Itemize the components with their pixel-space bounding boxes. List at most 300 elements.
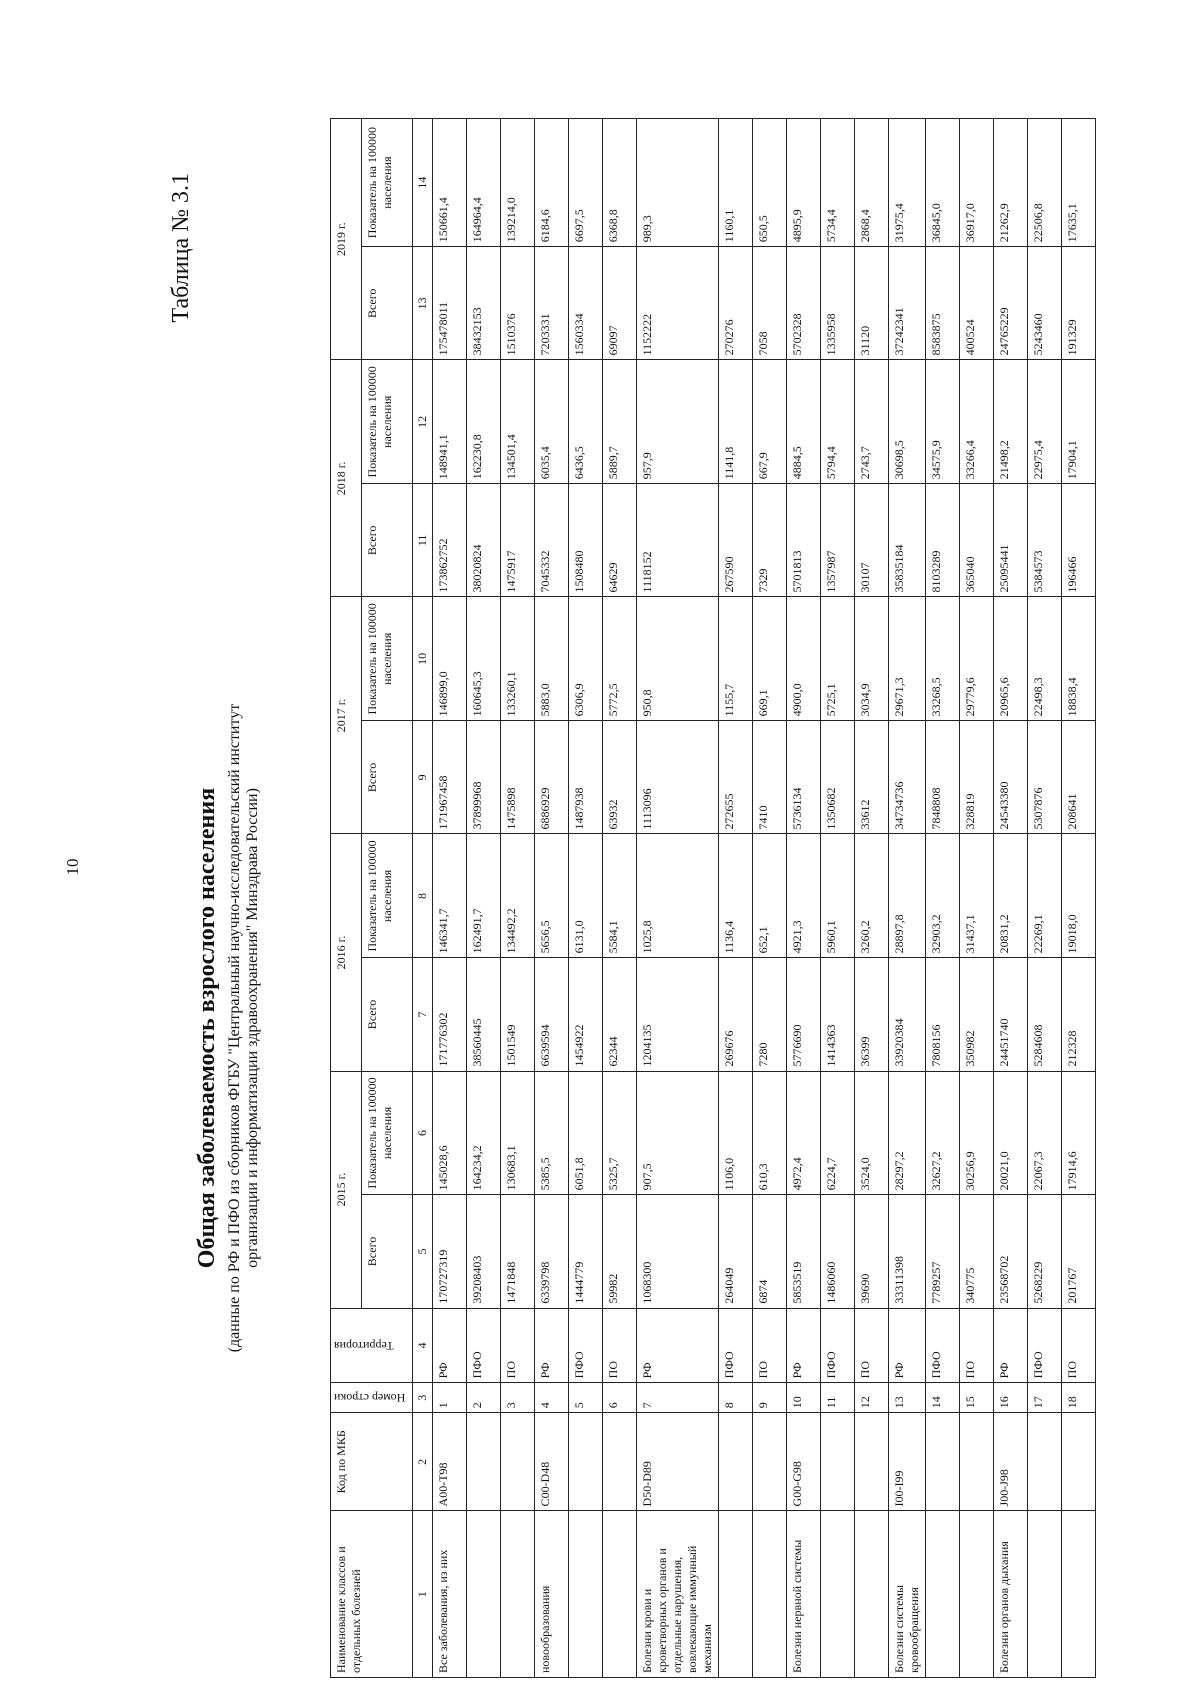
row-number-cell: 6 xyxy=(603,1383,637,1413)
total-cell: 1444779 xyxy=(569,1195,603,1308)
icd-code-cell xyxy=(855,1413,889,1511)
total-cell: 7058 xyxy=(753,247,787,360)
morbidity-table xyxy=(330,118,1096,1678)
territory-cell: РФ xyxy=(535,1308,569,1383)
icd-code-cell: A00-T98 xyxy=(433,1413,467,1511)
total-cell: 38560445 xyxy=(467,958,501,1071)
territory-cell: ПФО xyxy=(569,1308,603,1383)
total-cell: 196466 xyxy=(1062,484,1096,597)
territory-cell: ПФО xyxy=(821,1308,855,1383)
total-cell: 340775 xyxy=(960,1195,994,1308)
total-cell: 1068300 xyxy=(637,1195,719,1308)
territory-cell: ПО xyxy=(753,1308,787,1383)
total-cell: 5701813 xyxy=(787,484,821,597)
rate-cell: 146899,0 xyxy=(433,597,467,721)
subtitle-line: (данные по РФ и ПФО из сборников ФГБУ "Центральный научно-исследовательский институт xyxy=(226,703,243,1353)
icd-code-cell xyxy=(719,1413,753,1511)
territory-cell: ПФО xyxy=(926,1308,960,1383)
rate-cell: 669,1 xyxy=(753,597,787,721)
rate-cell: 33266,4 xyxy=(960,360,994,484)
rate-cell: 28297,2 xyxy=(889,1071,926,1195)
header-code: Код по МКБ xyxy=(331,1413,413,1511)
rate-cell: 32903,2 xyxy=(926,834,960,958)
rate-cell: 31975,4 xyxy=(889,119,926,247)
rate-cell: 146341,7 xyxy=(433,834,467,958)
territory-cell: ПО xyxy=(1062,1308,1096,1383)
column-number: 12 xyxy=(413,360,433,484)
total-cell: 39690 xyxy=(855,1195,889,1308)
header-territory: Территория xyxy=(331,1308,413,1383)
header-year: 2017 г. xyxy=(331,597,362,834)
icd-code-cell xyxy=(603,1413,637,1511)
disease-name-cell: Болезни органов дыхания xyxy=(994,1511,1028,1678)
rate-cell: 22067,3 xyxy=(1028,1071,1062,1195)
rate-cell: 18838,4 xyxy=(1062,597,1096,721)
total-cell: 1486060 xyxy=(821,1195,855,1308)
table-row xyxy=(719,119,753,1678)
row-number-cell: 12 xyxy=(855,1383,889,1413)
total-cell: 212328 xyxy=(1062,958,1096,1071)
total-cell: 1357987 xyxy=(821,484,855,597)
icd-code-cell: D50-D89 xyxy=(637,1413,719,1511)
total-cell: 5736134 xyxy=(787,721,821,834)
total-cell: 34734736 xyxy=(889,721,926,834)
rate-cell: 6306,9 xyxy=(569,597,603,721)
rate-cell: 5325,7 xyxy=(603,1071,637,1195)
rate-cell: 1141,8 xyxy=(719,360,753,484)
rate-cell: 20831,2 xyxy=(994,834,1028,958)
row-number-cell: 13 xyxy=(889,1383,926,1413)
table-row xyxy=(960,119,994,1678)
territory-cell: РФ xyxy=(787,1308,821,1383)
disease-name-cell: Все заболевания, из них xyxy=(433,1511,467,1678)
row-number-cell: 9 xyxy=(753,1383,787,1413)
rate-cell: 6051,8 xyxy=(569,1071,603,1195)
total-cell: 1510376 xyxy=(501,247,535,360)
total-cell: 25095441 xyxy=(994,484,1028,597)
disease-name-cell xyxy=(501,1511,535,1678)
icd-code-cell xyxy=(1028,1413,1062,1511)
total-cell: 1414363 xyxy=(821,958,855,1071)
total-cell: 39208403 xyxy=(467,1195,501,1308)
total-cell: 5384573 xyxy=(1028,484,1062,597)
row-number-cell: 14 xyxy=(926,1383,960,1413)
rate-cell: 1155,7 xyxy=(719,597,753,721)
disease-name-cell xyxy=(1028,1511,1062,1678)
column-number: 8 xyxy=(413,834,433,958)
total-cell: 191329 xyxy=(1062,247,1096,360)
rate-cell: 30256,9 xyxy=(960,1071,994,1195)
total-cell: 24543380 xyxy=(994,721,1028,834)
total-cell: 24765229 xyxy=(994,247,1028,360)
rate-cell: 33268,5 xyxy=(926,597,960,721)
table-row xyxy=(821,119,855,1678)
header-total: Всего xyxy=(361,721,413,834)
rate-cell: 950,8 xyxy=(637,597,719,721)
icd-code-cell: J00-J98 xyxy=(994,1413,1028,1511)
total-cell: 63932 xyxy=(603,721,637,834)
disease-name-cell: Болезни системы кровообращения xyxy=(889,1511,926,1678)
column-number: 7 xyxy=(413,958,433,1071)
total-cell: 59982 xyxy=(603,1195,637,1308)
total-cell: 1475898 xyxy=(501,721,535,834)
header-rate: Показатель на 100000 населения xyxy=(361,360,413,484)
rate-cell: 652,1 xyxy=(753,834,787,958)
rate-cell: 20965,6 xyxy=(994,597,1028,721)
table-row xyxy=(889,119,926,1678)
page-number: 10 xyxy=(63,858,82,876)
column-number: 1 xyxy=(413,1511,433,1678)
landscape-content xyxy=(168,118,1200,1678)
total-cell: 1113096 xyxy=(637,721,719,834)
disease-name-cell xyxy=(603,1511,637,1678)
rate-cell: 2743,7 xyxy=(855,360,889,484)
header-rate: Показатель на 100000 населения xyxy=(361,597,413,721)
total-cell: 270276 xyxy=(719,247,753,360)
rate-cell: 5889,7 xyxy=(603,360,637,484)
table-row xyxy=(637,119,719,1678)
row-number-cell: 10 xyxy=(787,1383,821,1413)
icd-code-cell xyxy=(467,1413,501,1511)
total-cell: 36399 xyxy=(855,958,889,1071)
total-cell: 38020824 xyxy=(467,484,501,597)
total-cell: 8103289 xyxy=(926,484,960,597)
rate-cell: 5883,0 xyxy=(535,597,569,721)
rate-cell: 22506,8 xyxy=(1028,119,1062,247)
rate-cell: 6184,6 xyxy=(535,119,569,247)
rate-cell: 150661,4 xyxy=(433,119,467,247)
rate-cell: 20021,0 xyxy=(994,1071,1028,1195)
icd-code-cell xyxy=(753,1413,787,1511)
rate-cell: 32627,2 xyxy=(926,1071,960,1195)
header-total: Всего xyxy=(361,958,413,1071)
icd-code-cell xyxy=(821,1413,855,1511)
total-cell: 1118152 xyxy=(637,484,719,597)
disease-name-cell xyxy=(569,1511,603,1678)
rate-cell: 4895,9 xyxy=(787,119,821,247)
rate-cell: 130683,1 xyxy=(501,1071,535,1195)
column-number: 5 xyxy=(413,1195,433,1308)
icd-code-cell xyxy=(501,1413,535,1511)
territory-cell: ПФО xyxy=(1028,1308,1062,1383)
total-cell: 6874 xyxy=(753,1195,787,1308)
header-year: 2018 г. xyxy=(331,360,362,597)
disease-name-cell xyxy=(719,1511,753,1678)
rate-cell: 17914,6 xyxy=(1062,1071,1096,1195)
territory-cell: ПО xyxy=(855,1308,889,1383)
total-cell: 5776690 xyxy=(787,958,821,1071)
territory-cell: ПО xyxy=(501,1308,535,1383)
total-cell: 267590 xyxy=(719,484,753,597)
total-cell: 8583875 xyxy=(926,247,960,360)
icd-code-cell xyxy=(1062,1413,1096,1511)
row-number-cell: 5 xyxy=(569,1383,603,1413)
rate-cell: 5794,4 xyxy=(821,360,855,484)
header-rate: Показатель на 100000 населения xyxy=(361,119,413,247)
territory-cell: РФ xyxy=(889,1308,926,1383)
total-cell: 1471848 xyxy=(501,1195,535,1308)
icd-code-cell xyxy=(569,1413,603,1511)
document-title: Общая заболеваемость взрослого населения xyxy=(194,787,220,1269)
total-cell: 33311398 xyxy=(889,1195,926,1308)
rate-cell: 17635,1 xyxy=(1062,119,1096,247)
total-cell: 35835184 xyxy=(889,484,926,597)
disease-name-cell xyxy=(753,1511,787,1678)
total-cell: 269676 xyxy=(719,958,753,1071)
column-number: 3 xyxy=(413,1383,433,1413)
rate-cell: 5584,1 xyxy=(603,834,637,958)
header-total: Всего xyxy=(361,1195,413,1308)
total-cell: 7410 xyxy=(753,721,787,834)
header-total: Всего xyxy=(361,247,413,360)
total-cell: 1152222 xyxy=(637,247,719,360)
column-number: 13 xyxy=(413,247,433,360)
row-number-cell: 17 xyxy=(1028,1383,1062,1413)
rate-cell: 36845,0 xyxy=(926,119,960,247)
rate-cell: 989,3 xyxy=(637,119,719,247)
disease-name-cell xyxy=(926,1511,960,1678)
header-rate: Показатель на 100000 населения xyxy=(361,834,413,958)
total-cell: 69097 xyxy=(603,247,637,360)
table-row xyxy=(787,119,821,1678)
rate-cell: 4972,4 xyxy=(787,1071,821,1195)
column-number-row xyxy=(413,119,433,1678)
rate-cell: 145028,6 xyxy=(433,1071,467,1195)
total-cell: 38432153 xyxy=(467,247,501,360)
rate-cell: 957,9 xyxy=(637,360,719,484)
icd-code-cell: G00-G98 xyxy=(787,1413,821,1511)
table-row xyxy=(753,119,787,1678)
rate-cell: 1025,8 xyxy=(637,834,719,958)
rate-cell: 21498,2 xyxy=(994,360,1028,484)
total-cell: 328819 xyxy=(960,721,994,834)
row-number-cell: 4 xyxy=(535,1383,569,1413)
total-cell: 7808156 xyxy=(926,958,960,1071)
column-number: 10 xyxy=(413,597,433,721)
rate-cell: 162491,7 xyxy=(467,834,501,958)
rate-cell: 134501,4 xyxy=(501,360,535,484)
header-year: 2015 г. xyxy=(331,1071,362,1308)
rate-cell: 31437,1 xyxy=(960,834,994,958)
table-row xyxy=(926,119,960,1678)
total-cell: 1560334 xyxy=(569,247,603,360)
total-cell: 5243460 xyxy=(1028,247,1062,360)
rate-cell: 4900,0 xyxy=(787,597,821,721)
rate-cell: 133260,1 xyxy=(501,597,535,721)
rate-cell: 6697,5 xyxy=(569,119,603,247)
rate-cell: 22498,3 xyxy=(1028,597,1062,721)
total-cell: 1508480 xyxy=(569,484,603,597)
total-cell: 5702328 xyxy=(787,247,821,360)
header-row-number: Номер строки xyxy=(331,1383,413,1413)
row-number-cell: 16 xyxy=(994,1383,1028,1413)
rate-cell: 22975,4 xyxy=(1028,360,1062,484)
total-cell: 6339798 xyxy=(535,1195,569,1308)
row-number-cell: 7 xyxy=(637,1383,719,1413)
total-cell: 24451740 xyxy=(994,958,1028,1071)
rate-cell: 4921,3 xyxy=(787,834,821,958)
table-row xyxy=(1062,119,1096,1678)
total-cell: 400524 xyxy=(960,247,994,360)
column-number: 2 xyxy=(413,1413,433,1511)
total-cell: 7203331 xyxy=(535,247,569,360)
table-row xyxy=(467,119,501,1678)
total-cell: 1335958 xyxy=(821,247,855,360)
total-cell: 37899968 xyxy=(467,721,501,834)
total-cell: 6886929 xyxy=(535,721,569,834)
rate-cell: 139214,0 xyxy=(501,119,535,247)
table-body xyxy=(413,119,1096,1678)
table-row xyxy=(994,119,1028,1678)
total-cell: 37242341 xyxy=(889,247,926,360)
header-total: Всего xyxy=(361,484,413,597)
total-cell: 64629 xyxy=(603,484,637,597)
rate-cell: 3524,0 xyxy=(855,1071,889,1195)
icd-code-cell xyxy=(926,1413,960,1511)
rate-cell: 6224,7 xyxy=(821,1071,855,1195)
rate-cell: 6035,4 xyxy=(535,360,569,484)
disease-name-cell: Болезни нервной системы xyxy=(787,1511,821,1678)
row-number-cell: 15 xyxy=(960,1383,994,1413)
total-cell: 5307876 xyxy=(1028,721,1062,834)
rate-cell: 30698,5 xyxy=(889,360,926,484)
icd-code-cell: C00-D48 xyxy=(535,1413,569,1511)
rate-cell: 19018,0 xyxy=(1062,834,1096,958)
territory-cell: ПО xyxy=(960,1308,994,1383)
total-cell: 1501549 xyxy=(501,958,535,1071)
territory-cell: РФ xyxy=(994,1308,1028,1383)
total-cell: 170727319 xyxy=(433,1195,467,1308)
table-row xyxy=(569,119,603,1678)
rate-cell: 5385,5 xyxy=(535,1071,569,1195)
rate-cell: 907,5 xyxy=(637,1071,719,1195)
rate-cell: 1160,1 xyxy=(719,119,753,247)
rate-cell: 34575,9 xyxy=(926,360,960,484)
total-cell: 173862752 xyxy=(433,484,467,597)
rate-cell: 160645,3 xyxy=(467,597,501,721)
total-cell: 7045332 xyxy=(535,484,569,597)
header-year: 2019 г. xyxy=(331,119,362,360)
column-number: 14 xyxy=(413,119,433,247)
column-number: 11 xyxy=(413,484,433,597)
table-row xyxy=(855,119,889,1678)
rate-cell: 650,5 xyxy=(753,119,787,247)
rate-cell: 164964,4 xyxy=(467,119,501,247)
row-number-cell: 1 xyxy=(433,1383,467,1413)
total-cell: 171776302 xyxy=(433,958,467,1071)
header-year: 2016 г. xyxy=(331,834,362,1071)
disease-name-cell xyxy=(1062,1511,1096,1678)
row-number-cell: 11 xyxy=(821,1383,855,1413)
territory-cell: ПФО xyxy=(719,1308,753,1383)
total-cell: 1350682 xyxy=(821,721,855,834)
disease-name-cell xyxy=(821,1511,855,1678)
total-cell: 31120 xyxy=(855,247,889,360)
rate-cell: 4884,5 xyxy=(787,360,821,484)
column-number: 9 xyxy=(413,721,433,834)
total-cell: 264049 xyxy=(719,1195,753,1308)
header-name: Наименование классов и отдельных болезней xyxy=(331,1511,413,1678)
disease-name-cell xyxy=(960,1511,994,1678)
column-number: 6 xyxy=(413,1071,433,1195)
total-cell: 7789257 xyxy=(926,1195,960,1308)
territory-cell: ПФО xyxy=(467,1308,501,1383)
total-cell: 33612 xyxy=(855,721,889,834)
table-row xyxy=(603,119,637,1678)
row-number-cell: 3 xyxy=(501,1383,535,1413)
rate-cell: 3034,9 xyxy=(855,597,889,721)
disease-name-cell: Болезни крови и кроветворных органов и отдельные нарушения, вовлекающие иммунный механизм xyxy=(637,1511,719,1678)
rate-cell: 36917,0 xyxy=(960,119,994,247)
rate-cell: 610,3 xyxy=(753,1071,787,1195)
table-row xyxy=(1028,119,1062,1678)
rate-cell: 5960,1 xyxy=(821,834,855,958)
rate-cell: 3260,2 xyxy=(855,834,889,958)
subtitle-line: организации и информатизации здравоохранения" Минздрава России) xyxy=(244,788,261,1268)
total-cell: 365040 xyxy=(960,484,994,597)
rate-cell: 164234,2 xyxy=(467,1071,501,1195)
icd-code-cell xyxy=(960,1413,994,1511)
rate-cell: 21262,9 xyxy=(994,119,1028,247)
territory-cell: ПО xyxy=(603,1308,637,1383)
rate-cell: 148941,1 xyxy=(433,360,467,484)
table-row xyxy=(501,119,535,1678)
total-cell: 201767 xyxy=(1062,1195,1096,1308)
disease-name-cell xyxy=(467,1511,501,1678)
total-cell: 1487938 xyxy=(569,721,603,834)
row-number-cell: 2 xyxy=(467,1383,501,1413)
total-cell: 23568702 xyxy=(994,1195,1028,1308)
territory-cell: РФ xyxy=(433,1308,467,1383)
column-number: 4 xyxy=(413,1308,433,1383)
rate-cell: 22269,1 xyxy=(1028,834,1062,958)
total-cell: 7848808 xyxy=(926,721,960,834)
table-label: Таблица № 3.1 xyxy=(168,173,194,323)
icd-code-cell: I00-I99 xyxy=(889,1413,926,1511)
total-cell: 5268229 xyxy=(1028,1195,1062,1308)
header-rate: Показатель на 100000 населения xyxy=(361,1071,413,1195)
total-cell: 33920384 xyxy=(889,958,926,1071)
rate-cell: 1136,4 xyxy=(719,834,753,958)
total-cell: 175478011 xyxy=(433,247,467,360)
row-number-cell: 8 xyxy=(719,1383,753,1413)
territory-cell: РФ xyxy=(637,1308,719,1383)
total-cell: 5853519 xyxy=(787,1195,821,1308)
rate-cell: 5725,1 xyxy=(821,597,855,721)
disease-name-cell xyxy=(855,1511,889,1678)
total-cell: 350982 xyxy=(960,958,994,1071)
row-number-cell: 18 xyxy=(1062,1383,1096,1413)
rate-cell: 28897,8 xyxy=(889,834,926,958)
rate-cell: 5772,5 xyxy=(603,597,637,721)
total-cell: 1475917 xyxy=(501,484,535,597)
total-cell: 171967458 xyxy=(433,721,467,834)
total-cell: 7280 xyxy=(753,958,787,1071)
rate-cell: 1106,0 xyxy=(719,1071,753,1195)
table-row xyxy=(433,119,467,1678)
rate-cell: 5734,4 xyxy=(821,119,855,247)
disease-name-cell: новообразования xyxy=(535,1511,569,1678)
total-cell: 208641 xyxy=(1062,721,1096,834)
document-subtitle xyxy=(226,378,262,1678)
total-cell: 62344 xyxy=(603,958,637,1071)
total-cell: 272655 xyxy=(719,721,753,834)
total-cell: 7329 xyxy=(753,484,787,597)
total-cell: 6639594 xyxy=(535,958,569,1071)
rate-cell: 6368,8 xyxy=(603,119,637,247)
rate-cell: 29779,6 xyxy=(960,597,994,721)
rate-cell: 134492,2 xyxy=(501,834,535,958)
